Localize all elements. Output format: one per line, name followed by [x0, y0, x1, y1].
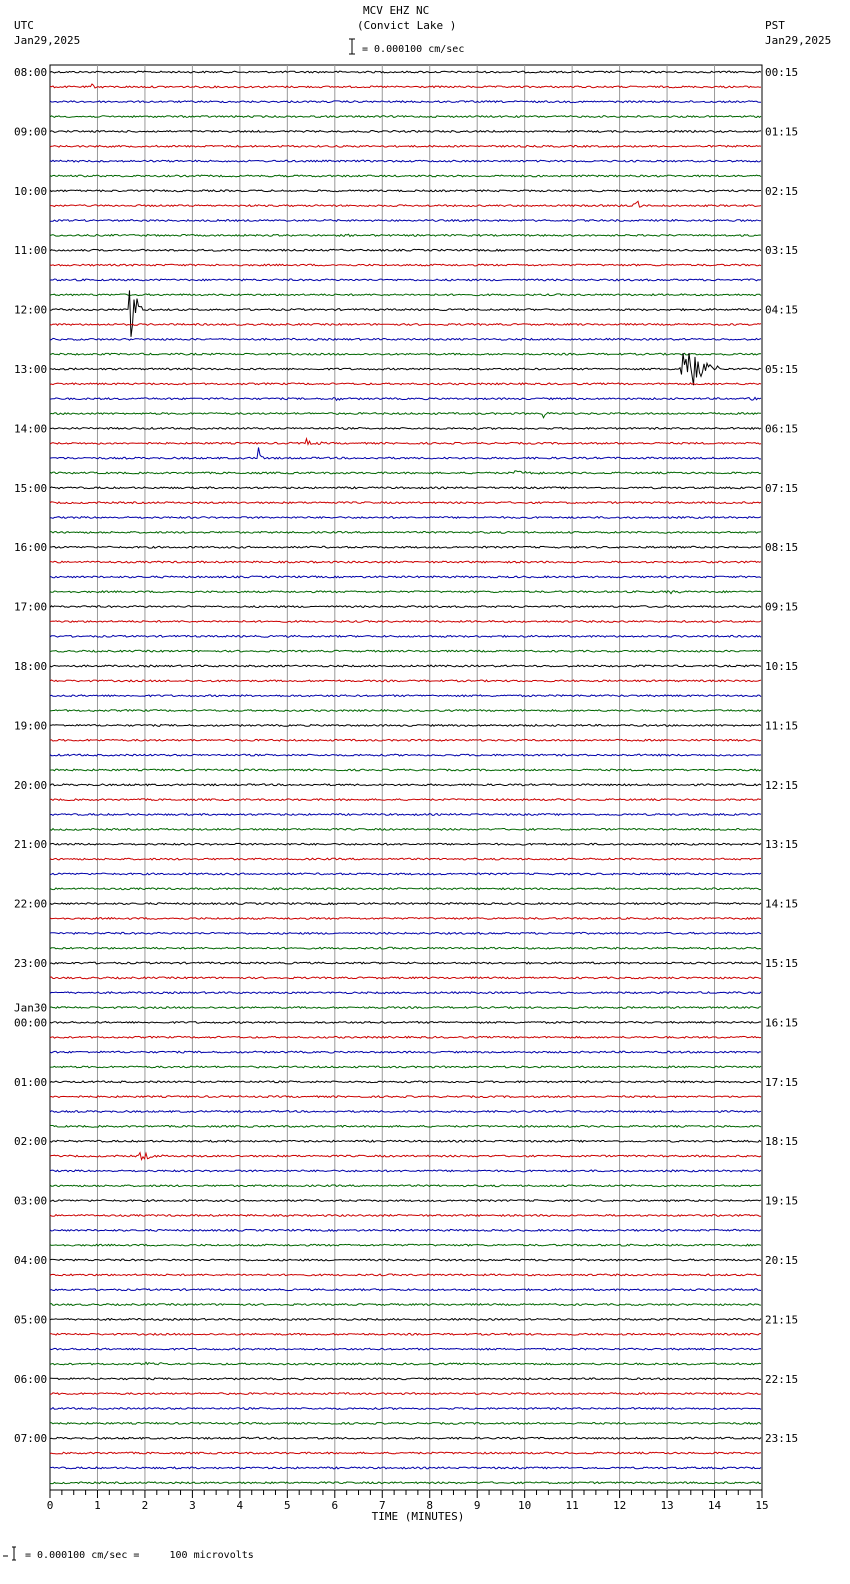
pst-hour-label: 04:15 [765, 303, 799, 317]
x-tick-label: 10 [518, 1499, 532, 1512]
seismic-trace [50, 754, 761, 756]
seismic-trace [50, 353, 761, 355]
left-date: Jan29,2025 [14, 34, 81, 47]
footer-scale-bar-icon [3, 1547, 16, 1560]
seismic-trace [50, 621, 761, 623]
seismic-trace [50, 1215, 761, 1217]
x-tick-label: 0 [46, 1499, 54, 1512]
seismic-trace [50, 234, 761, 236]
pst-hour-label: 00:15 [765, 66, 799, 79]
pst-hour-label: 07:15 [765, 481, 799, 495]
seismic-trace [50, 725, 761, 727]
seismic-trace [50, 1081, 761, 1083]
seismic-trace [50, 1126, 761, 1128]
seismic-trace [50, 576, 761, 578]
x-tick-label: 7 [378, 1499, 386, 1512]
left-timezone: UTC [14, 19, 34, 32]
seismic-trace [50, 1229, 761, 1231]
seismic-trace [50, 412, 761, 417]
seismic-trace [50, 843, 761, 845]
seismic-trace [50, 338, 761, 340]
seismic-trace [50, 1319, 761, 1321]
utc-hour-label: 04:00 [14, 1254, 48, 1267]
x-tick-label: 3 [189, 1499, 196, 1512]
scale-label: = 0.000100 cm/sec [362, 44, 465, 55]
seismic-trace [50, 1066, 761, 1068]
seismic-trace [50, 1096, 761, 1098]
seismic-trace [50, 977, 761, 979]
utc-hour-label: 13:00 [14, 363, 48, 376]
seismic-trace [50, 201, 761, 207]
seismic-trace [50, 448, 761, 460]
seismic-trace [50, 1348, 761, 1350]
utc-hour-label: 07:00 [14, 1432, 48, 1446]
utc-hour-label: 16:00 [14, 541, 48, 555]
seismic-trace [50, 814, 761, 816]
x-tick-label: 8 [426, 1499, 434, 1512]
seismic-trace [50, 160, 761, 162]
seismic-trace [50, 471, 761, 474]
pst-hour-label: 20:15 [765, 1254, 799, 1267]
seismic-trace [50, 739, 761, 741]
x-tick-label: 12 [612, 1499, 627, 1512]
seismic-trace [50, 502, 761, 504]
seismic-trace [50, 710, 761, 712]
seismic-trace [50, 1185, 761, 1187]
x-axis-title: TIME (MINUTES) [371, 1510, 465, 1523]
seismic-trace [50, 116, 761, 118]
utc-hour-label: 20:00 [14, 778, 48, 792]
utc-hour-label: 11:00 [14, 244, 48, 258]
seismic-trace [50, 1304, 761, 1306]
pst-hour-label: 10:15 [765, 660, 799, 673]
pst-hour-label: 15:15 [765, 957, 799, 970]
right-timezone: PST [765, 19, 785, 32]
seismic-trace [50, 279, 761, 281]
utc-hour-label: 01:00 [14, 1075, 48, 1089]
seismic-trace [50, 962, 761, 964]
pst-hour-label: 18:15 [765, 1135, 799, 1149]
x-tick-label: 11 [565, 1499, 579, 1512]
seismic-trace [50, 1007, 761, 1009]
seismic-trace [50, 1378, 761, 1380]
seismic-trace [50, 290, 761, 336]
seismic-trace [50, 903, 761, 905]
seismic-trace [50, 650, 761, 652]
seismic-trace [50, 932, 761, 934]
seismic-trace [50, 264, 761, 266]
pst-hour-label: 16:15 [765, 1016, 799, 1030]
utc-hour-label: 12:00 [14, 303, 48, 317]
utc-hour-label: 03:00 [14, 1194, 48, 1208]
seismic-trace [50, 947, 761, 949]
station-location: (Convict Lake ) [357, 19, 457, 32]
seismic-trace [50, 546, 761, 548]
seismic-trace [50, 992, 761, 994]
seismic-trace [50, 873, 761, 875]
seismic-trace [50, 220, 761, 222]
seismic-trace [50, 71, 761, 73]
pst-hour-label: 08:15 [765, 541, 799, 555]
seismic-trace [50, 517, 761, 519]
pst-hour-label: 23:15 [765, 1432, 799, 1446]
pst-hour-label: 12:15 [765, 778, 799, 792]
seismic-trace [50, 1244, 761, 1246]
seismic-trace [50, 1289, 761, 1291]
utc-hour-label: 21:00 [14, 838, 48, 852]
seismic-trace [50, 1393, 761, 1395]
utc-hour-label: 06:00 [14, 1372, 48, 1386]
utc-hour-label: 22:00 [14, 897, 48, 911]
seismic-trace [50, 1423, 761, 1425]
utc-hour-label: 23:00 [14, 957, 48, 970]
seismic-trace [50, 888, 761, 890]
seismic-trace [50, 383, 761, 385]
pst-hour-label: 13:15 [765, 838, 799, 852]
seismic-trace [50, 428, 761, 430]
seismic-trace [50, 784, 761, 786]
x-tick-label: 13 [660, 1499, 674, 1512]
utc-hour-label: 15:00 [14, 481, 48, 495]
seismic-trace [50, 1259, 761, 1261]
utc-hour-label: 05:00 [14, 1313, 48, 1327]
utc-hour-label: 00:00 [14, 1016, 48, 1030]
seismic-trace [50, 1140, 761, 1142]
seismic-trace [50, 1437, 761, 1439]
pst-hour-label: 09:15 [765, 600, 799, 614]
pst-hour-label: 22:15 [765, 1372, 799, 1386]
seismic-trace [50, 1170, 761, 1172]
seismic-trace [50, 1362, 761, 1365]
seismic-trace [50, 1022, 761, 1024]
seismic-trace [50, 397, 761, 400]
pst-hour-label: 21:15 [765, 1313, 799, 1327]
seismic-trace [50, 145, 761, 147]
seismic-trace [50, 324, 761, 326]
seismic-trace [50, 1036, 761, 1038]
seismic-trace [50, 1467, 761, 1469]
seismic-trace [50, 131, 761, 133]
seismic-trace [50, 439, 761, 445]
x-tick-label: 15 [755, 1499, 769, 1512]
pst-hour-label: 05:15 [765, 363, 799, 376]
x-tick-label: 5 [284, 1499, 291, 1512]
seismic-trace [50, 353, 761, 385]
pst-hour-label: 19:15 [765, 1194, 799, 1208]
utc-hour-label: 09:00 [14, 125, 48, 139]
pst-hour-label: 01:15 [765, 125, 799, 139]
seismic-trace [50, 680, 761, 682]
seismic-trace [50, 606, 761, 608]
seismic-trace [50, 101, 761, 103]
pst-hour-label: 11:15 [765, 719, 799, 733]
x-tick-label: 2 [141, 1499, 149, 1512]
pst-hour-label: 02:15 [765, 184, 799, 198]
pst-hour-label: 06:15 [765, 422, 799, 436]
utc-hour-label: 17:00 [14, 600, 48, 614]
station-title: MCV EHZ NC [363, 4, 430, 17]
x-tick-label: 1 [94, 1499, 101, 1512]
seismic-trace [50, 665, 761, 667]
utc-hour-label: 10:00 [14, 184, 48, 198]
seismic-trace [50, 249, 761, 251]
x-tick-label: 14 [707, 1499, 722, 1512]
footer-scale-note: = 0.000100 cm/sec = 100 microvolts [25, 1550, 254, 1561]
date-change-label: Jan30 [14, 1001, 48, 1015]
seismic-trace [50, 918, 761, 920]
seismic-trace [50, 1200, 761, 1202]
seismic-trace [50, 561, 761, 563]
seismic-trace [50, 532, 761, 534]
pst-hour-label: 17:15 [765, 1075, 799, 1089]
utc-hour-label: 18:00 [14, 660, 48, 673]
x-tick-label: 6 [331, 1499, 339, 1512]
seismic-trace [50, 695, 761, 697]
utc-hour-label: 08:00 [14, 66, 48, 79]
seismic-trace [50, 487, 761, 489]
utc-hour-label: 19:00 [14, 719, 48, 733]
seismic-trace [50, 635, 761, 637]
seismic-trace [50, 829, 761, 831]
seismic-trace [50, 1153, 761, 1160]
seismic-trace [50, 294, 761, 296]
right-date: Jan29,2025 [765, 34, 832, 47]
seismic-trace [50, 1452, 761, 1454]
pst-hour-label: 14:15 [765, 897, 799, 911]
utc-hour-label: 02:00 [14, 1135, 48, 1149]
seismic-trace [50, 1274, 761, 1276]
scale-bar-icon [349, 39, 355, 54]
x-tick-label: 4 [236, 1499, 244, 1512]
seismic-trace [50, 1408, 761, 1410]
pst-hour-label: 03:15 [765, 244, 799, 258]
x-tick-label: 9 [473, 1499, 481, 1512]
seismic-trace [50, 1111, 761, 1113]
seismic-trace [50, 84, 761, 88]
seismic-trace [50, 591, 761, 594]
seismic-trace [50, 1051, 761, 1053]
seismic-trace [50, 799, 761, 801]
seismic-trace [50, 190, 761, 192]
seismic-trace [50, 1333, 761, 1335]
seismic-trace [50, 175, 761, 177]
utc-hour-label: 14:00 [14, 422, 48, 436]
seismic-trace [50, 1482, 761, 1484]
seismic-trace [50, 858, 761, 860]
seismic-trace [50, 769, 761, 771]
